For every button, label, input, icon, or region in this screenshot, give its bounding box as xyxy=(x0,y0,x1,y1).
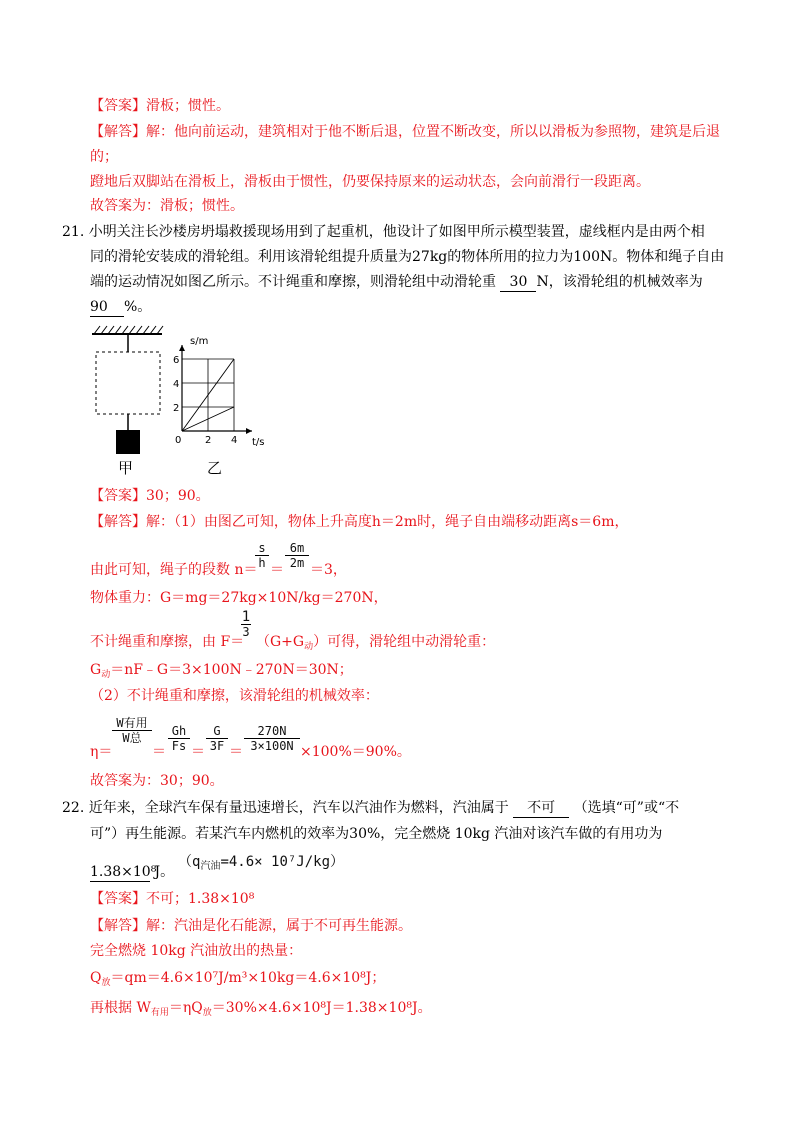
x-axis-label: t/s xyxy=(252,437,265,448)
segments-result: ＝3， xyxy=(310,562,347,578)
eta-result: ×100%＝90%。 xyxy=(300,744,411,760)
answer-blank: 不可 xyxy=(513,800,569,818)
q21-stem-line-4: 90 %。 xyxy=(90,299,152,315)
fraction-g-over-3f: $\frac{G}{3F}$ xyxy=(206,724,228,753)
q22-stem-line-3: 1.38×10⁸ J。 xyxy=(90,864,175,880)
q22-stem-line-1: 22. 近年来，全球汽车保有量迅速增长，汽车以汽油作为燃料，汽油属于 不可 （选填“可”或“不 xyxy=(62,800,680,816)
answer-text: 不可；1.38×10⁸ xyxy=(146,891,255,907)
fraction-one-third: $\frac{1}{3}$ xyxy=(241,609,251,639)
q20-final-answer: 故答案为：滑板；惯性。 xyxy=(90,198,244,214)
x-tick-label-4: 4 xyxy=(231,435,238,446)
answer-blank: 1.38×10⁸ xyxy=(90,864,157,880)
q20-answer xyxy=(90,96,230,116)
q20-explain-line-1: 【解答】解：他向前运动，建筑相对于他不断后退，位置不断改变，所以以滑板为参照物，建筑是后退 xyxy=(90,124,720,140)
answer-text: 30；90。 xyxy=(146,488,210,504)
load-weight xyxy=(116,430,140,454)
q21-formula-text: 不计绳重和摩擦，由 F＝ xyxy=(90,634,245,650)
y-axis-label: s/m xyxy=(190,336,209,347)
question-number: 22. xyxy=(62,800,85,816)
q22-work-calc: 再根据 $W_{有用}=\eta Q_放=30\%\times 4.6\times 10^8J=1.38\times 10^8J$。 xyxy=(90,1000,432,1018)
equals-sign: ＝ xyxy=(270,562,284,578)
x-axis-arrow xyxy=(246,428,252,434)
q20-explain-line-3: 蹬地后双脚站在滑板上，滑板由于惯性，仍要保持原来的运动状态，会向前滑行一段距离。 xyxy=(90,174,650,190)
q21-stem-line-2: 同的滑轮安装成的滑轮组。利用该滑轮组提升质量为27kg的物体所用的拉力为100N。物体和绳子自由 xyxy=(90,249,725,265)
eta-prefix: η＝ xyxy=(90,744,113,760)
q22-answer xyxy=(90,889,254,909)
answer-text: 滑板；惯性。 xyxy=(146,98,230,114)
question-number: 21. xyxy=(62,224,85,240)
explain-tag: 【解答】 xyxy=(90,514,146,530)
answer-blank: 90 xyxy=(90,299,124,317)
figure-jia-label: 甲 xyxy=(118,459,134,477)
explain-tag: 【解答】 xyxy=(90,918,146,934)
q21-answer xyxy=(90,486,210,506)
answer-tag: 【答案】 xyxy=(90,891,146,907)
figure-yi-st-chart xyxy=(160,332,275,450)
q22-stem-line-2: 可”）再生能源。若某汽车内燃机的效率为30%，完全燃烧 10kg 汽油对该汽车做的有用功为 xyxy=(90,826,663,842)
fraction-270n-over-300n: $\frac{270N}{3\times 100N}$ xyxy=(244,724,300,753)
q21-formula-rest: $(G+G_动)$可得，滑轮组中动滑轮重： xyxy=(256,634,496,652)
q21-stem-line-3: 端的运动情况如图乙所示。不计绳重和摩擦，则滑轮组中动滑轮重 30 N，该滑轮组的机械效率为 xyxy=(90,274,703,290)
q21-stem-line-1: 21. 小明关注长沙楼房坍塌救援现场用到了起重机，他设计了如图甲所示模型装置，虚线框内是由两个相 xyxy=(62,224,705,240)
fraction-s-over-h: $\frac{s}{h}$ xyxy=(255,541,269,570)
q21-pulley-weight-calc: $G_动=nF﹣G=3\times 100N﹣270N=30N$； xyxy=(90,662,353,680)
answer-tag: 【答案】 xyxy=(90,98,146,114)
answer-blank: 30 xyxy=(500,274,536,292)
explain-tag: 【解答】 xyxy=(90,124,146,140)
fraction-w-useful-over-w-total: W有用 W总 xyxy=(112,716,152,745)
q22-explain-line-1: 【解答】解：汽油是化石能源，属于不可再生能源。 xyxy=(90,918,412,934)
x-tick-label-2: 2 xyxy=(205,435,212,446)
y-tick-label-2: 2 xyxy=(173,403,180,414)
y-axis-arrow xyxy=(179,345,185,351)
ceiling-hatching xyxy=(94,326,163,334)
q21-final-answer: 故答案为：30；90。 xyxy=(90,773,224,789)
y-tick-label-4: 4 xyxy=(173,379,180,390)
q21-segments-text: 由此可知，绳子的段数 n＝ xyxy=(90,562,258,578)
fraction-6m-over-2m: $\frac{6m}{2m}$ xyxy=(285,541,309,570)
q21-efficiency-intro: （2）不计绳重和摩擦，该滑轮组的机械效率： xyxy=(90,688,379,704)
fraction-gh-over-fs: $\frac{Gh}{Fs}$ xyxy=(168,724,190,753)
answer-tag: 【答案】 xyxy=(90,488,146,504)
x-tick-label-0: 0 xyxy=(175,435,182,446)
q22-heat-value-hint: $(q_{汽油}=4.6\times 10^7J/kg)$ xyxy=(178,854,345,872)
pulley-block-dashed-frame xyxy=(96,352,160,414)
q22-explain-line-2: 完全燃烧 10kg 汽油放出的热量： xyxy=(90,943,303,959)
figure-yi-label: 乙 xyxy=(207,459,223,477)
q20-explain-line-2: 的； xyxy=(90,149,118,165)
y-tick-label-6: 6 xyxy=(173,355,180,366)
q22-heat-calc: $Q_放=qm=4.6\times 10^7J/m^3\times 10kg=4.6\times 10^8J$； xyxy=(90,970,386,988)
q21-explain-line-1: 【解答】解：（1）由图乙可知，物体上升高度h＝2m时，绳子自由端移动距离s＝6m， xyxy=(90,514,629,530)
q21-gravity-line: 物体重力：G＝mg＝27kg×10N/kg＝270N， xyxy=(90,590,388,606)
